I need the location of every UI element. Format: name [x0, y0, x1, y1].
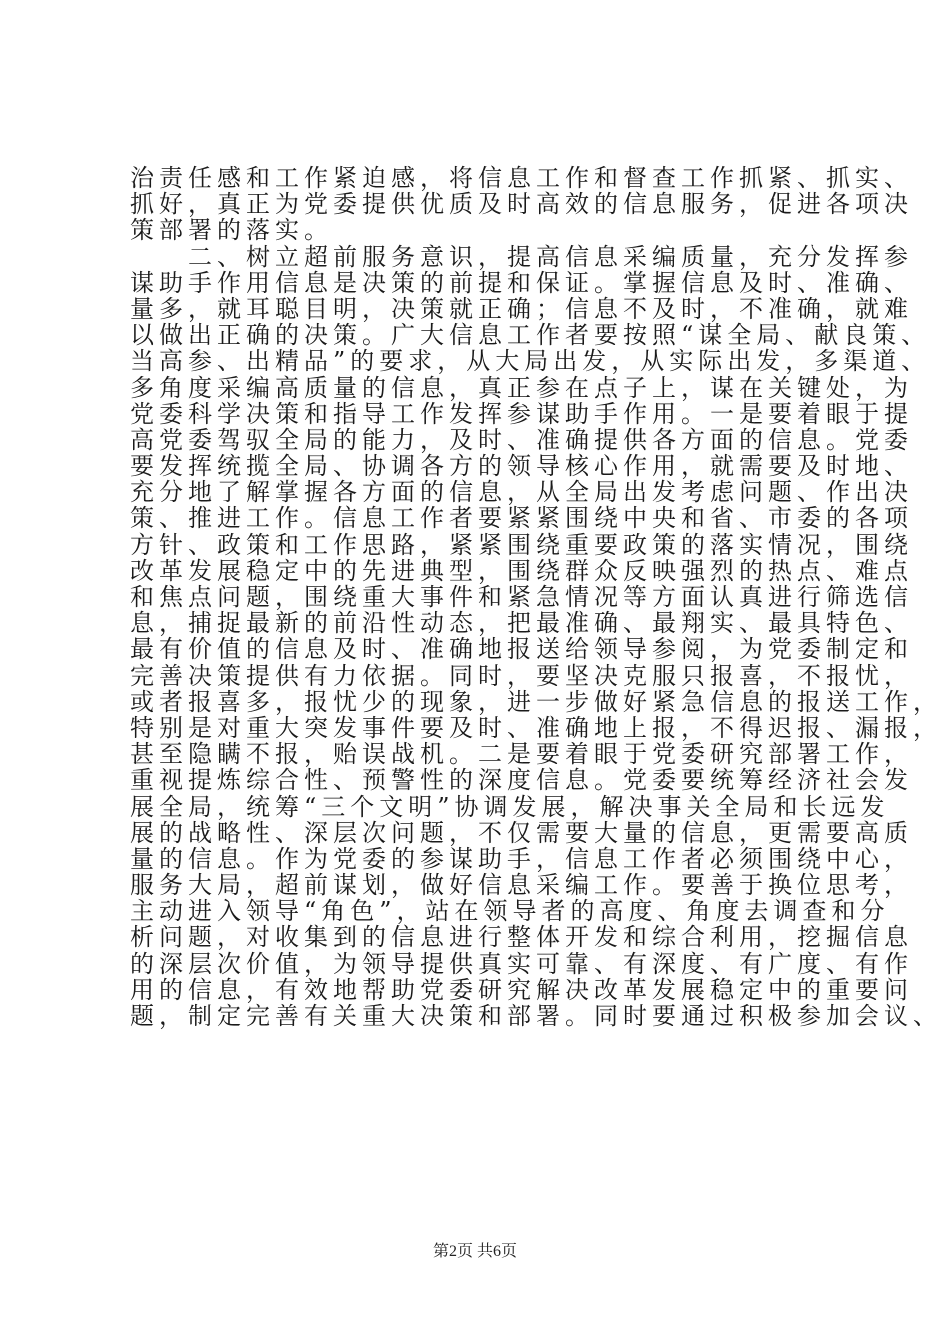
- text-line: 党委科学决策和指导工作发挥参谋助手作用。一是要着眼于提: [130, 399, 913, 428]
- page-number-footer: 第2页 共6页: [432, 1243, 517, 1260]
- paragraph-start-line: 二、树立超前服务意识，提高信息采编质量，充分发挥参: [188, 242, 913, 271]
- body-text: [130, 164, 942, 1030]
- text-line: 完善决策提供有力依据。同时，要坚决克服只报喜，不报忧，: [130, 661, 913, 690]
- text-line: 方针、政策和工作思路，紧紧围绕重要政策的落实情况，围绕: [130, 530, 913, 559]
- text-line: 高党委驾驭全局的能力，及时、准确提供各方面的信息。党委: [130, 425, 913, 454]
- text-line: 谋助手作用信息是决策的前提和保证。掌握信息及时、准确、: [130, 268, 913, 297]
- text-line: 量的信息。作为党委的参谋助手，信息工作者必须围绕中心，: [130, 844, 913, 873]
- text-line: 治责任感和工作紧迫感，将信息工作和督查工作抓紧、抓实、: [130, 164, 913, 192]
- text-line: 析问题，对收集到的信息进行整体开发和综合利用，挖掘信息: [130, 923, 913, 952]
- text-line: 重视提炼综合性、预警性的深度信息。党委要统筹经济社会发: [130, 766, 913, 795]
- text-line: 和焦点问题，围绕重大事件和紧急情况等方面认真进行筛选信: [130, 583, 913, 611]
- text-line: 策部署的落实。: [130, 216, 333, 245]
- text-line: 最有价值的信息及时、准确地报送给领导参阅，为党委制定和: [130, 635, 913, 664]
- text-line: 抓好，真正为党委提供优质及时高效的信息服务，促进各项决: [130, 190, 913, 219]
- text-line: 息，捕捉最新的前沿性动态，把最准确、最翔实、最具特色、: [130, 609, 913, 638]
- text-line: 多角度采编高质量的信息，真正参在点子上，谋在关键处，为: [130, 373, 913, 402]
- text-line: 改革发展稳定中的先进典型，围绕群众反映强烈的热点、难点: [130, 556, 913, 585]
- text-line: 策、推进工作。信息工作者要紧紧围绕中央和省、市委的各项: [130, 504, 913, 533]
- text-line: 或者报喜多，报忧少的现象，进一步做好紧急信息的报送工作，: [130, 687, 942, 716]
- text-line: 展的战略性、深层次问题，不仅需要大量的信息，更需要高质: [130, 818, 913, 847]
- text-line: 题，制定完善有关重大决策和部署。同时要通过积极参加会议、: [130, 1002, 942, 1030]
- text-line: 当高参、出精品”的要求，从大局出发，从实际出发，多渠道、: [130, 347, 931, 376]
- text-line: 甚至隐瞒不报，贻误战机。二是要着眼于党委研究部署工作，: [130, 740, 913, 769]
- text-line: 要发挥统揽全局、协调各方的领导核心作用，就需要及时地、: [130, 452, 913, 481]
- text-line: 服务大局，超前谋划，做好信息采编工作。要善于换位思考，: [130, 871, 913, 900]
- text-line: 特别是对重大突发事件要及时、准确地上报，不得迟报、漏报，: [130, 713, 942, 742]
- text-line: 以做出正确的决策。广大信息工作者要按照“谋全局、献良策、: [130, 321, 931, 350]
- text-line: 的深层次价值，为领导提供真实可靠、有深度、有广度、有作: [130, 949, 913, 978]
- text-line: 主动进入领导“角色”，站在领导者的高度、角度去调查和分: [130, 897, 890, 926]
- text-line: 充分地了解掌握各方面的信息，从全局出发考虑问题、作出决: [130, 478, 913, 507]
- text-line: 展全局，统筹“三个文明”协调发展，解决事关全局和长远发: [130, 792, 890, 821]
- text-line: 量多，就耳聪目明，决策就正确；信息不及时，不准确，就难: [130, 294, 913, 323]
- text-line: 用的信息，有效地帮助党委研究解决改革发展稳定中的重要问: [130, 975, 913, 1004]
